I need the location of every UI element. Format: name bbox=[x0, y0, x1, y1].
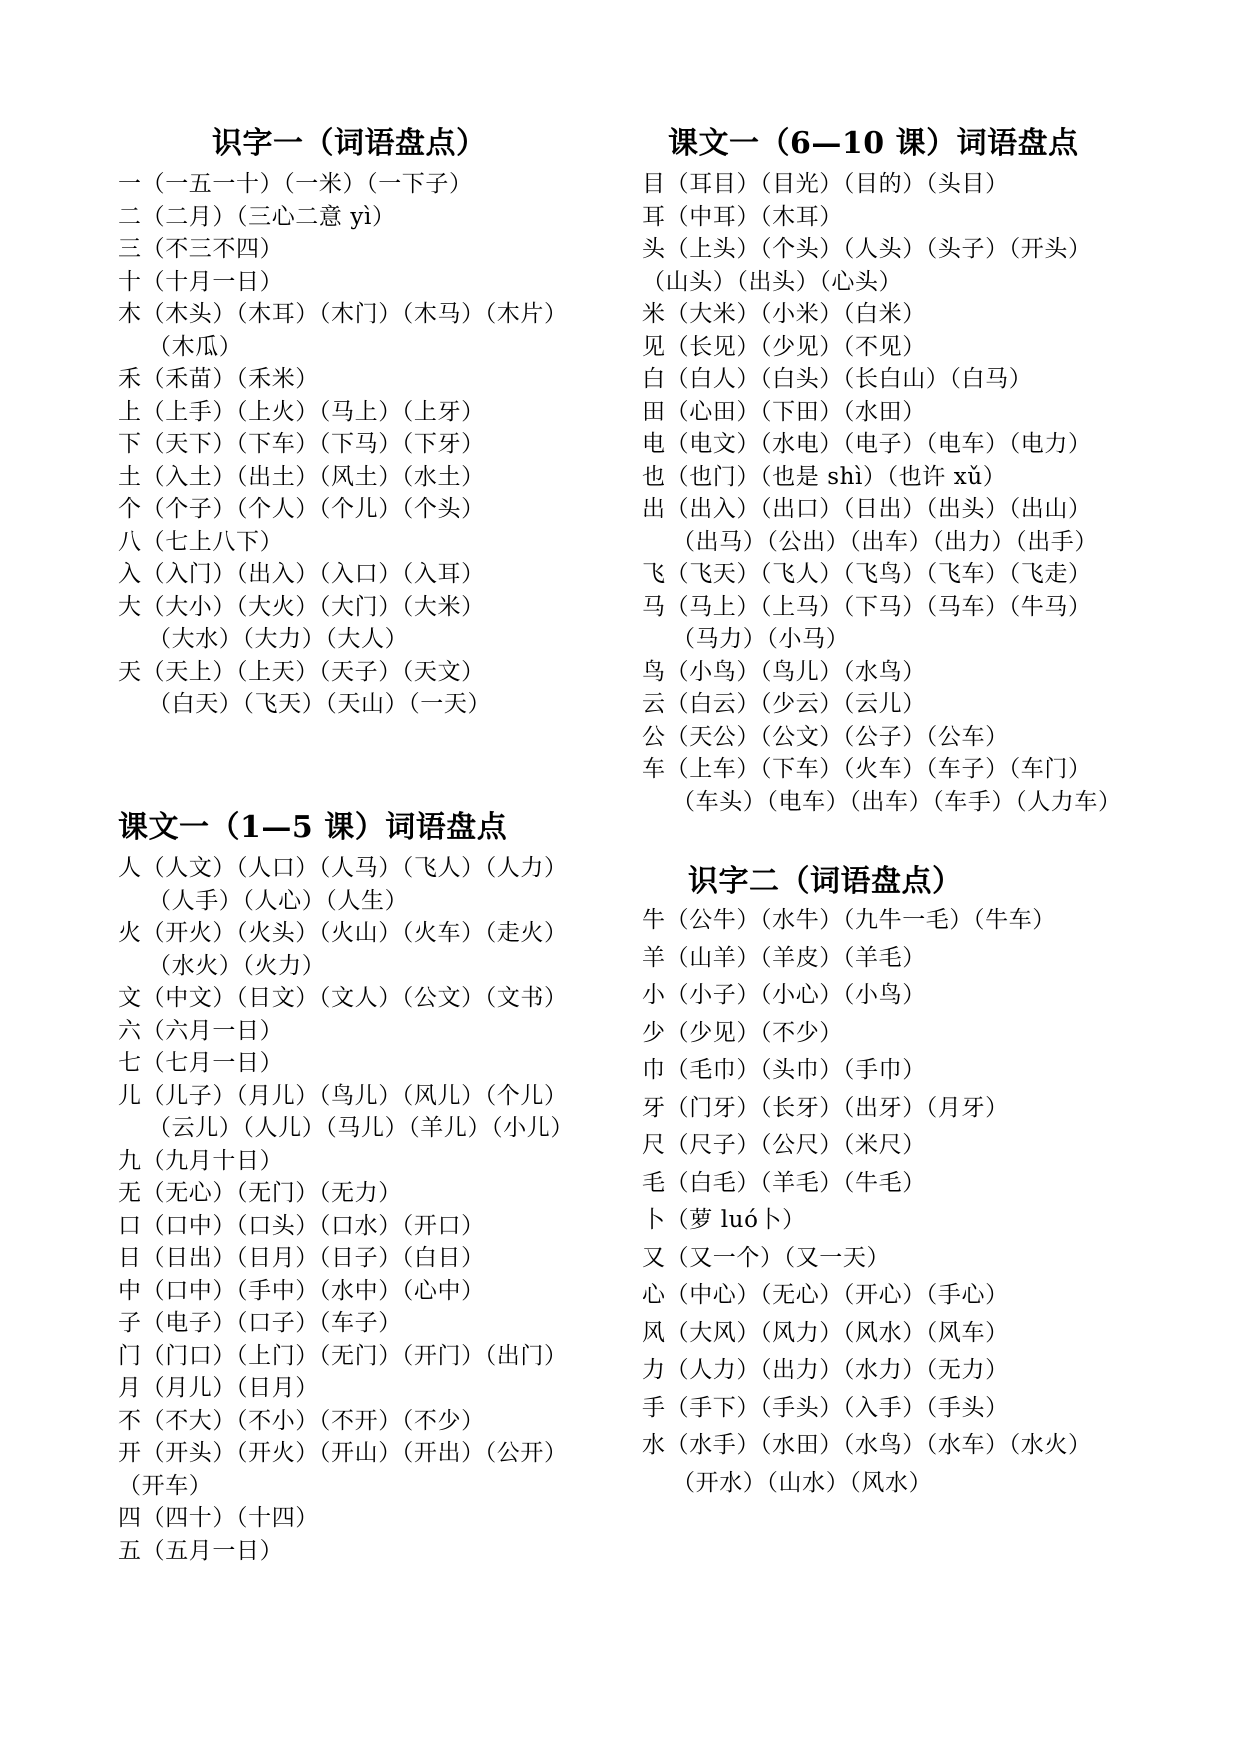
word-line: 个（个子）（个人）（个儿）（个头） bbox=[118, 496, 485, 522]
word-line: 风（大风）（风力）（风水）（风车） bbox=[642, 1319, 1009, 1346]
section-kewen-1-5 bbox=[118, 808, 638, 1567]
word-line: 四（四十）（十四） bbox=[118, 1505, 319, 1531]
word-line: 头（上头）（个头）（人头）（头子）（开头） bbox=[642, 236, 1092, 262]
section-title: 识字二（词语盘点） bbox=[688, 864, 963, 899]
word-line: 飞（飞天）（飞人）（飞鸟）（飞车）（飞走） bbox=[642, 561, 1092, 587]
word-line: 电（电文）（水电）（电子）（电车）（电力） bbox=[642, 431, 1092, 457]
word-line: 六（六月一日） bbox=[118, 1017, 284, 1044]
word-line: 一（一五一十）（一米）（一下子） bbox=[118, 171, 473, 197]
word-list bbox=[118, 168, 638, 721]
word-line: 天（天上）（上天）（天子）（天文） bbox=[118, 658, 485, 685]
word-line: 九（九月十日） bbox=[118, 1147, 284, 1174]
word-line: 尺（尺子）（公尺）（米尺） bbox=[642, 1132, 926, 1158]
word-line: 水（水手）（水田）（水鸟）（水车）（水火） bbox=[642, 1432, 1092, 1458]
word-line-continued: （白天）（飞天）（天山）（一天） bbox=[148, 691, 492, 717]
word-line: 牙（门牙）（长牙）（出牙）（月牙） bbox=[642, 1094, 1009, 1121]
word-line: 三（不三不四） bbox=[118, 236, 284, 262]
word-line: 少（少见）（不少） bbox=[642, 1019, 843, 1046]
word-line-continued: （人手）（人心）（人生） bbox=[148, 887, 409, 914]
word-line: 田（心田）（下田）（水田） bbox=[642, 398, 926, 425]
word-line: 门（门口）（上门）（无门）（开门）（出门） bbox=[118, 1342, 568, 1369]
word-line: 禾（禾苗）（禾米） bbox=[118, 366, 319, 392]
word-line: 月（月儿）（日月） bbox=[118, 1375, 319, 1401]
word-line-continued: （大水）（大力）（大人） bbox=[148, 626, 409, 652]
word-line: 目（耳目）（目光）（目的）（头目） bbox=[642, 171, 1009, 197]
word-line: 无（无心）（无门）（无力） bbox=[118, 1180, 402, 1206]
word-line: 卜（萝 luó卜） bbox=[642, 1207, 806, 1233]
word-line: 下（天下）（下车）（下马）（下牙） bbox=[118, 431, 485, 457]
word-line-continued: （出马）（公出）（出车）（出力）（出手） bbox=[672, 528, 1098, 555]
word-line: 火（开火）（火头）（火山）（火车）（走火） bbox=[118, 920, 568, 946]
section-title: 课文一（1—5 课）词语盘点 bbox=[118, 810, 508, 845]
word-line-continued: （马力）（小马） bbox=[672, 626, 850, 652]
word-line: 入（入门）（出入）（入口）（入耳） bbox=[118, 561, 485, 587]
word-line: 力（人力）（出力）（水力）（无力） bbox=[642, 1357, 1009, 1383]
word-line: 儿（儿子）（月儿）（鸟儿）（风儿）（个儿） bbox=[118, 1082, 568, 1109]
word-list bbox=[642, 902, 1202, 1502]
section-shizi-2 bbox=[642, 862, 1202, 1502]
word-line: 小（小子）（小心）（小鸟） bbox=[642, 982, 926, 1008]
word-line: 也（也门）（也是 shì）（也许 xǔ） bbox=[642, 463, 1007, 490]
word-line: 土（入土）（出土）（风土）（水土） bbox=[118, 463, 485, 490]
word-list bbox=[118, 852, 638, 1567]
word-line: 出（出入）（出口）（日出）（出头）（出山） bbox=[642, 496, 1092, 522]
word-line: 二（二月）（三心二意 yì） bbox=[118, 203, 396, 230]
word-line: 中（口中）（手中）（水中）（心中） bbox=[118, 1277, 485, 1304]
word-line: 十（十月一日） bbox=[118, 268, 284, 295]
word-line: 耳（中耳）（木耳） bbox=[642, 203, 843, 230]
word-line: 手（手下）（手头）（入手）（手头） bbox=[642, 1394, 1009, 1421]
word-line: 白（白人）（白头）（长白山）（白马） bbox=[642, 366, 1033, 392]
word-line: 又（又一个）（又一天） bbox=[642, 1244, 891, 1271]
word-line-continued: （开水）（山水）（风水） bbox=[672, 1469, 933, 1496]
word-line-continued: （水火）（火力） bbox=[148, 952, 326, 979]
word-line: 日（日出）（日月）（日子）（白日） bbox=[118, 1245, 485, 1271]
word-line: 毛（白毛）（羊毛）（牛毛） bbox=[642, 1169, 926, 1196]
word-line-continued: （木瓜） bbox=[148, 333, 243, 360]
word-line: 子（电子）（口子）（车子） bbox=[118, 1310, 402, 1336]
word-list bbox=[642, 168, 1202, 818]
word-line-continued: （车头）（电车）（出车）（车手）（人力车） bbox=[672, 788, 1122, 815]
word-line: 不（不大）（不小）（不开）（不少） bbox=[118, 1407, 485, 1434]
section-kewen-6-10 bbox=[642, 124, 1202, 818]
word-line: 开（开头）（开火）（开山）（开出）（公开） bbox=[118, 1440, 568, 1466]
word-line: 文（中文）（日文）（文人）（公文）（文书） bbox=[118, 985, 568, 1011]
word-line: 公（天公）（公文）（公子）（公车） bbox=[642, 723, 1009, 750]
word-line-continued: （山头）（出头）（心头） bbox=[642, 268, 903, 295]
word-line: 马（马上）（上马）（下马）（马车）（牛马） bbox=[642, 593, 1092, 620]
word-line: 羊（山羊）（羊皮）（羊毛） bbox=[642, 944, 926, 971]
word-line-continued: （云儿）（人儿）（马儿）（羊儿）（小儿） bbox=[148, 1115, 574, 1141]
word-line: 八（七上八下） bbox=[118, 528, 284, 555]
word-line: 车（上车）（下车）（火车）（车子）（车门） bbox=[642, 756, 1092, 782]
word-line: 巾（毛巾）（头巾）（手巾） bbox=[642, 1057, 926, 1083]
word-line: 心（中心）（无心）（开心）（手心） bbox=[642, 1282, 1009, 1308]
word-line: 云（白云）（少云）（云儿） bbox=[642, 691, 926, 717]
word-line: 人（人文）（人口）（人马）（飞人）（人力） bbox=[118, 855, 568, 881]
word-line: 米（大米）（小米）（白米） bbox=[642, 301, 926, 327]
section-title: 课文一（6—10 课）词语盘点 bbox=[668, 126, 1079, 161]
word-line: 上（上手）（上火）（马上）（上牙） bbox=[118, 398, 485, 425]
word-line-continued: （开车） bbox=[118, 1472, 213, 1499]
word-line: 大（大小）（大火）（大门）（大米） bbox=[118, 593, 485, 620]
word-line: 七（七月一日） bbox=[118, 1050, 284, 1076]
word-line: 木（木头）（木耳）（木门）（木马）（木片） bbox=[118, 301, 568, 327]
word-line: 鸟（小鸟）（鸟儿）（水鸟） bbox=[642, 658, 926, 685]
word-line: 口（口中）（口头）（口水）（开口） bbox=[118, 1212, 485, 1239]
section-shizi-1 bbox=[118, 124, 638, 721]
word-line: 牛（公牛）（水牛）（九牛一毛）（牛车） bbox=[642, 907, 1056, 933]
section-title: 识字一（词语盘点） bbox=[212, 126, 487, 161]
word-line: 见（长见）（少见）（不见） bbox=[642, 333, 926, 360]
word-line: 五（五月一日） bbox=[118, 1537, 284, 1564]
